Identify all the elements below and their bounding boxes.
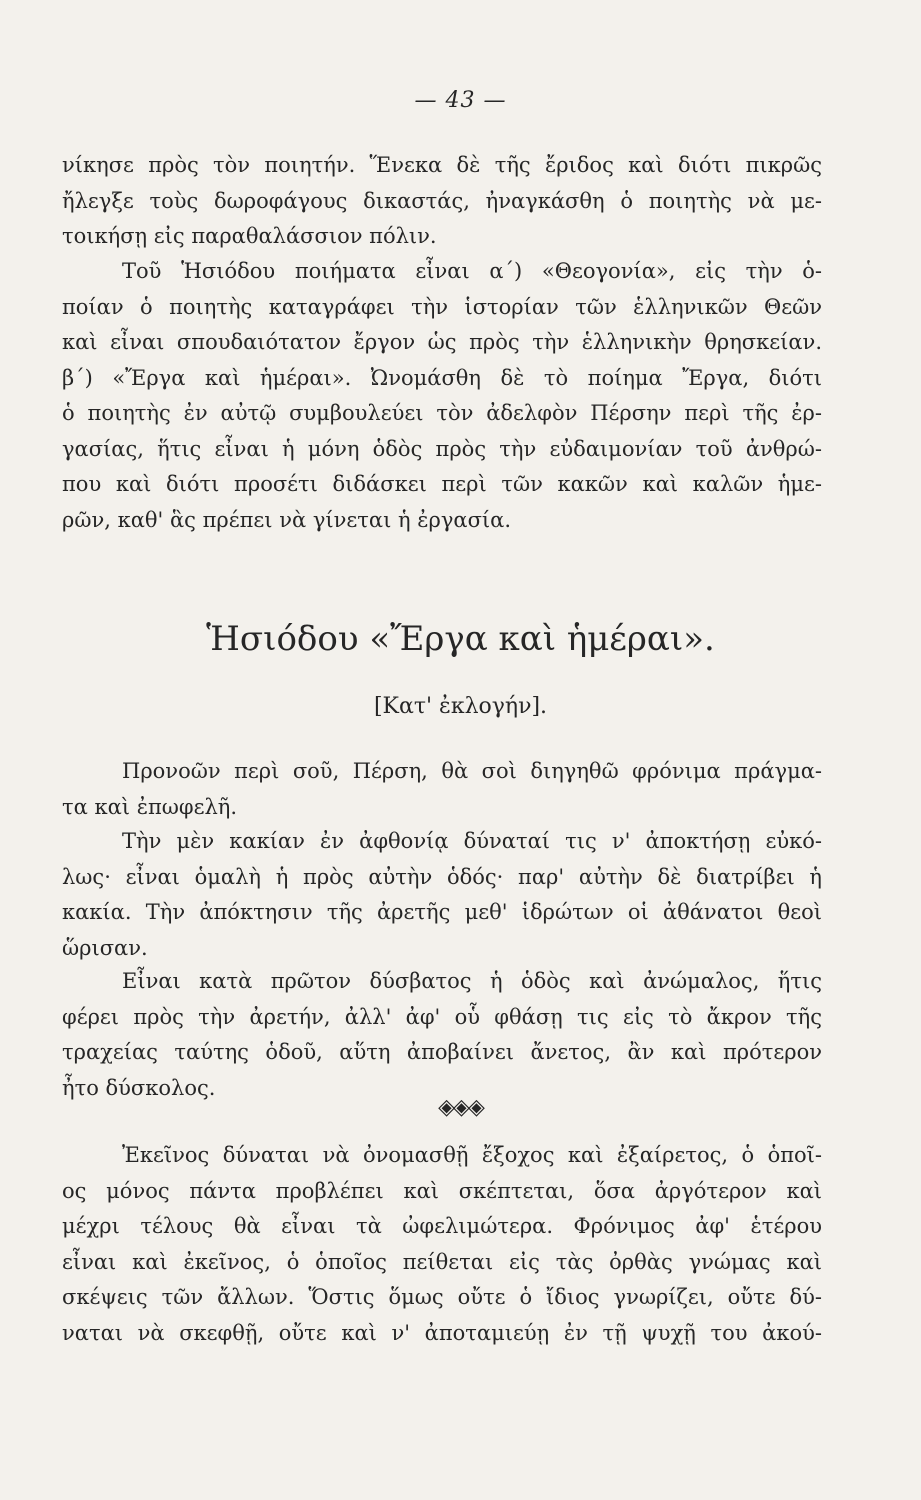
text-line: τραχείας ταύτης ὁδοῦ, αὕτη ἀποβαίνει ἄνετος, ἂν καὶ πρότερον <box>62 1040 822 1064</box>
page-number: — 43 — <box>414 88 507 113</box>
paragraph-excerpt-4 <box>62 1138 822 1351</box>
text-line: Εἶναι κατὰ πρῶτον δύσβατος ἡ ὁδὸς καὶ ἀνώμαλος, ἥτις <box>122 969 822 993</box>
section-title: Ἡσιόδου «Ἔργα καὶ ἡμέραι». <box>206 619 715 659</box>
text-line: νίκησε πρὸς τὸν ποιητήν. Ἕνεκα δὲ τῆς ἔριδος καὶ διότι πικρῶς <box>62 153 822 177</box>
paragraph-intro-continuation <box>62 148 822 255</box>
text-line: ποίαν ὁ ποιητὴς καταγράφει τὴν ἱστορίαν τῶν ἑλληνικῶν Θεῶν <box>62 294 822 319</box>
text-line: κακία. Τὴν ἀπόκτησιν τῆς ἀρετῆς μεθ' ἱδρώτων οἱ ἀθάνατοι θεοὶ <box>62 900 822 924</box>
text-line: τα καὶ ἐπωφελῆ. <box>62 794 238 819</box>
text-line: εἶναι καὶ ἐκεῖνος, ὁ ὁποῖος πείθεται εἰς τὰς ὀρθὰς γνώμας καὶ <box>62 1249 822 1274</box>
text-line: ὁ ποιητὴς ἐν αὐτῷ συμβουλεύει τὸν ἀδελφὸν Πέρσην περὶ τῆς ἐρ- <box>62 401 822 425</box>
ornament-divider: ◈◈◈ <box>438 1095 483 1120</box>
text-line: Ἐκεῖνος δύναται νὰ ὀνομασθῇ ἔξοχος καὶ ἐξαίρετος, ὁ ὁποῖ- <box>122 1143 822 1167</box>
text-line: φέρει πρὸς τὴν ἀρετήν, ἀλλ' ἀφ' οὗ φθάσῃ τις εἰς τὸ ἄκρον τῆς <box>62 1004 822 1029</box>
text-line: β΄) «Ἔργα καὶ ἡμέραι». Ὠνομάσθη δὲ τὸ ποίημα Ἔργα, διότι <box>62 365 822 390</box>
text-line: μέχρι τέλους θὰ εἶναι τὰ ὠφελιμώτερα. Φρόνιμος ἀφ' ἑτέρου <box>62 1214 822 1238</box>
paragraph-excerpt-2 <box>62 824 822 966</box>
text-line: Προνοῶν περὶ σοῦ, Πέρση, θὰ σοὶ διηγηθῶ φρόνιμα πράγμα- <box>122 759 822 783</box>
text-line: Τὴν μὲν κακίαν ἐν ἀφθονίᾳ δύναταί τις ν' ἀποκτήσῃ εὐκό- <box>122 829 822 853</box>
text-line: ος μόνος πάντα προβλέπει καὶ σκέπτεται, ὅσα ἀργότερον καὶ <box>62 1178 822 1203</box>
text-line: που καὶ διότι προσέτι διδάσκει περὶ τῶν κακῶν καὶ καλῶν ἡμε- <box>62 472 822 496</box>
text-line: ἦτο δύσκολος. <box>62 1075 216 1100</box>
text-line: ναται νὰ σκεφθῇ, οὔτε καὶ ν' ἀποταμιεύῃ ἐν τῇ ψυχῇ του ἀκού- <box>62 1320 822 1345</box>
paragraph-excerpt-1 <box>62 754 822 825</box>
text-line: τοικήσῃ εἰς παραθαλάσσιον πόλιν. <box>62 224 437 248</box>
text-line: λως· εἶναι ὁμαλὴ ἡ πρὸς αὐτὴν ὁδός· παρ' αὐτὴν δὲ διατρίβει ἡ <box>62 864 822 889</box>
text-line: ἤλεγξε τοὺς δωροφάγους δικαστάς, ἠναγκάσθη ὁ ποιητὴς νὰ με- <box>62 188 822 213</box>
text-line: σκέψεις τῶν ἄλλων. Ὅστις ὅμως οὔτε ὁ ἴδιος γνωρίζει, οὔτε δύ- <box>62 1285 822 1309</box>
text-line: Τοῦ Ἡσιόδου ποιήματα εἶναι α΄) «Θεογονία», εἰς τὴν ὁ- <box>122 259 822 283</box>
text-line: ὥρισαν. <box>62 935 148 960</box>
text-line: γασίας, ἥτις εἶναι ἡ μόνη ὁδὸς πρὸς τὴν εὐδαιμονίαν τοῦ ἀνθρώ- <box>62 436 822 461</box>
text-line: καὶ εἶναι σπουδαιότατον ἔργον ὡς πρὸς τὴν ἑλληνικὴν θρησκείαν. <box>62 330 822 354</box>
paragraph-works-description <box>62 254 822 538</box>
paragraph-excerpt-3 <box>62 964 822 1106</box>
section-subtitle: [Κατ' ἐκλογήν]. <box>373 694 548 719</box>
text-line: ρῶν, καθ' ἃς πρέπει νὰ γίνεται ἡ ἐργασία. <box>62 507 512 532</box>
